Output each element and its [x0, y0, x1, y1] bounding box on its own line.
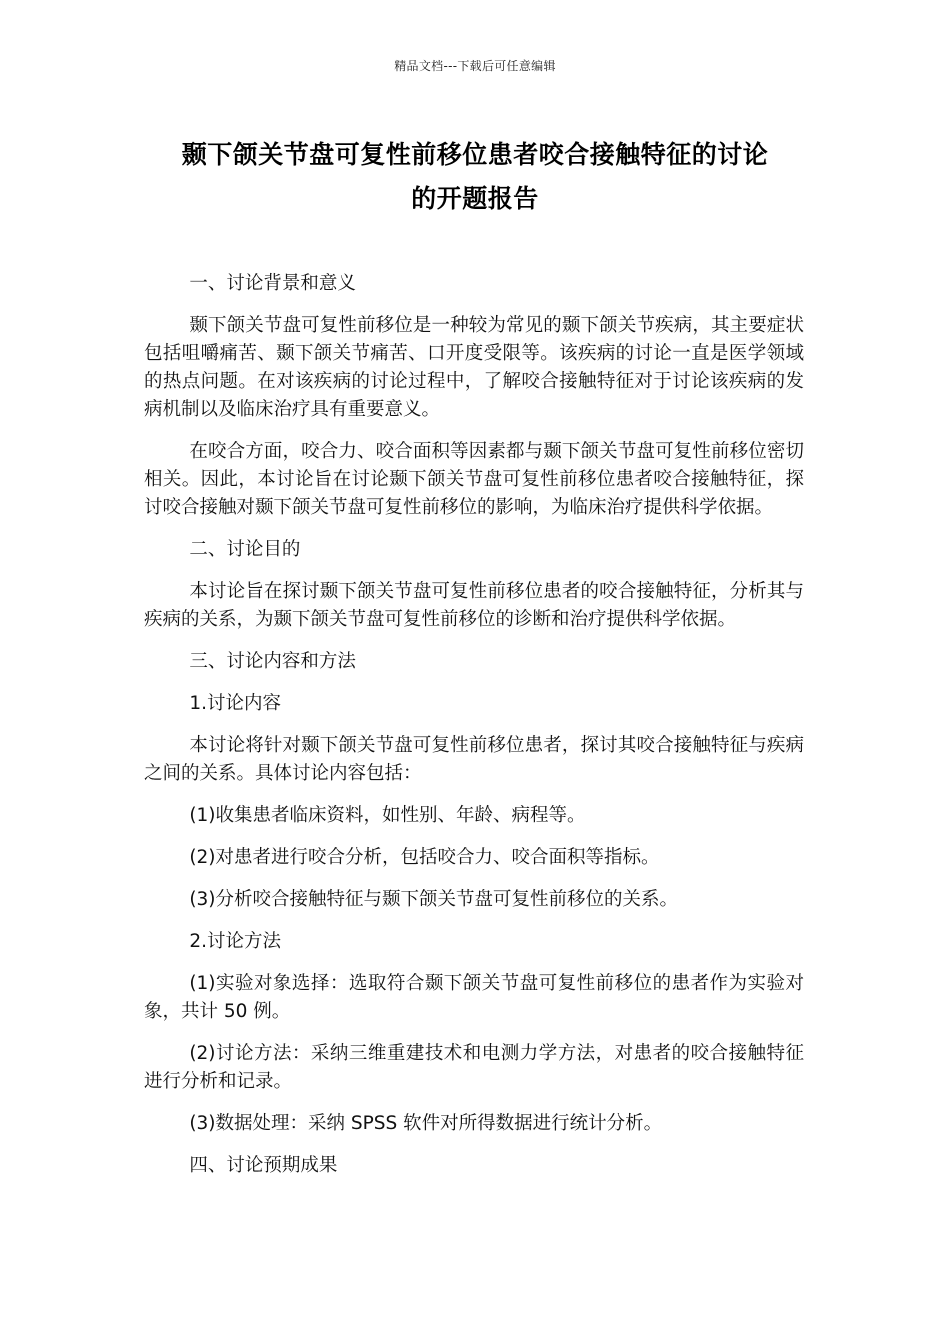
list-item-methods-2: (2)讨论方法：采纳三维重建技术和电测力学方法，对患者的咬合接触特征进行分析和记录。 — [144, 1043, 804, 1092]
title-line-2: 的开题报告 — [411, 184, 539, 213]
subheading-methods: 2.讨论方法 — [189, 931, 281, 952]
list-item-content-1: (1)收集患者临床资料，如性别、年龄、病程等。 — [189, 805, 586, 826]
document-title — [140, 133, 810, 221]
paragraph-background-2: 在咬合方面，咬合力、咬合面积等因素都与颞下颌关节盘可复性前移位密切相关。因此，本讨论旨在讨论颞下颌关节盘可复性前移位患者咬合接触特征，探讨咬合接触对颞下颌关节盘可复性前移位的影响，为临床治疗提供科学依据。 — [144, 441, 804, 518]
section-heading-background: 一、讨论背景和意义 — [189, 273, 356, 294]
list-item-content-3: (3)分析咬合接触特征与颞下颌关节盘可复性前移位的关系。 — [189, 889, 679, 910]
header-note: 精品文档---下载后可任意编辑 — [394, 59, 556, 73]
section-heading-purpose: 二、讨论目的 — [189, 539, 301, 560]
paragraph-purpose: 本讨论旨在探讨颞下颌关节盘可复性前移位患者的咬合接触特征，分析其与疾病的关系，为颞下颌关节盘可复性前移位的诊断和治疗提供科学依据。 — [144, 581, 804, 630]
paragraph-content-intro: 本讨论将针对颞下颌关节盘可复性前移位患者，探讨其咬合接触特征与疾病之间的关系。具体讨论内容包括： — [144, 735, 804, 784]
document-body — [144, 270, 804, 1194]
subheading-content: 1.讨论内容 — [189, 693, 281, 714]
list-item-methods-3: (3)数据处理：采纳 SPSS 软件对所得数据进行统计分析。 — [189, 1113, 663, 1134]
section-heading-content-methods: 三、讨论内容和方法 — [189, 651, 356, 672]
list-item-content-2: (2)对患者进行咬合分析，包括咬合力、咬合面积等指标。 — [189, 847, 660, 868]
list-item-methods-1: (1)实验对象选择：选取符合颞下颌关节盘可复性前移位的患者作为实验对象，共计 50 例。 — [144, 973, 804, 1022]
title-line-1: 颞下颌关节盘可复性前移位患者咬合接触特征的讨论 — [181, 140, 769, 169]
section-heading-expected-results: 四、讨论预期成果 — [189, 1155, 338, 1176]
paragraph-background-1: 颞下颌关节盘可复性前移位是一种较为常见的颞下颌关节疾病，其主要症状包括咀嚼痛苦、颞下颌关节痛苦、口开度受限等。该疾病的讨论一直是医学领域的热点问题。在对该疾病的讨论过程中，了解咬合接触特征对于讨论该疾病的发病机制以及临床治疗具有重要意义。 — [144, 315, 804, 420]
